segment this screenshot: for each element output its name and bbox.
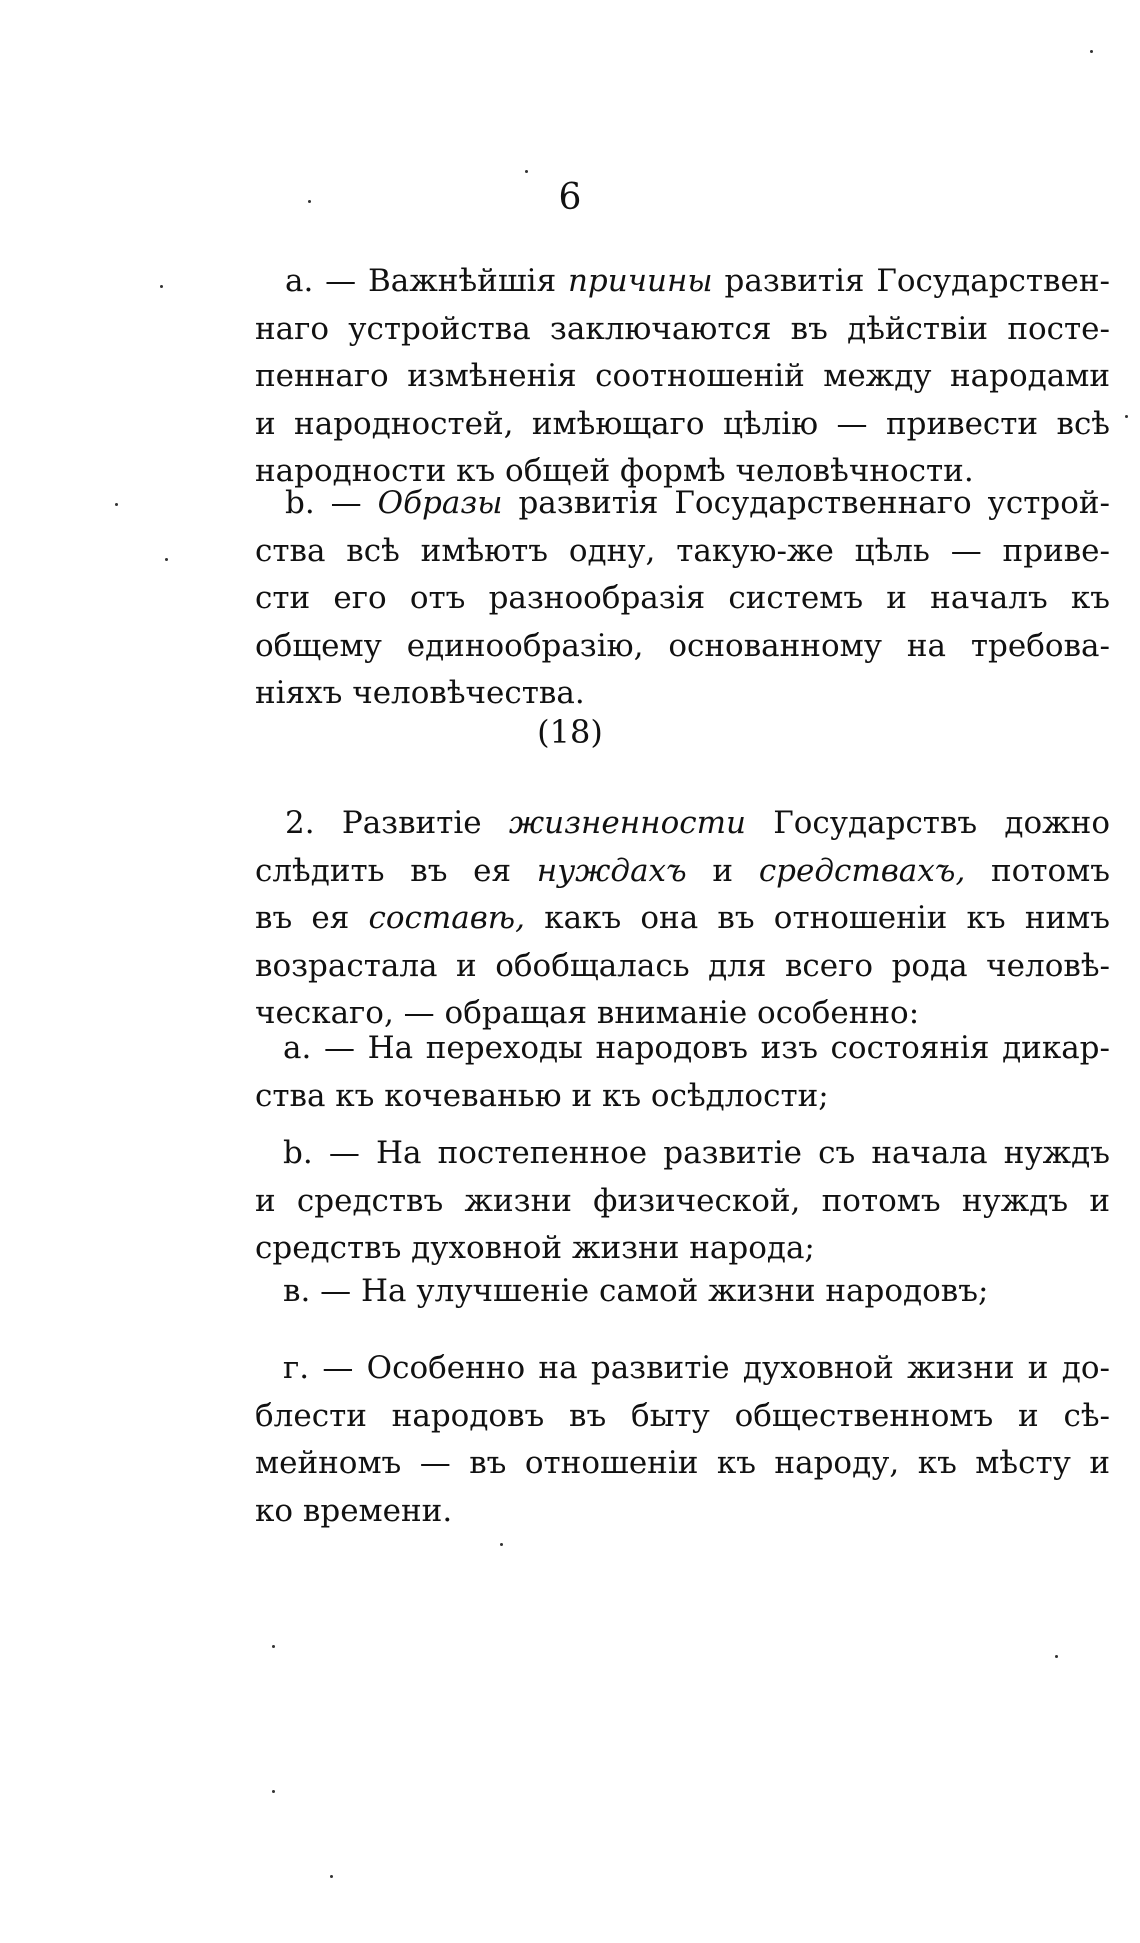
text-line: ко времени.	[255, 1492, 453, 1529]
scan-speck	[308, 200, 311, 203]
text-line: b. — На постепенное развитіе съ начала нуждъ	[283, 1135, 1110, 1171]
paragraph-b2	[255, 1130, 1110, 1273]
text-line: ніяхъ человѣчества.	[255, 675, 585, 711]
text-line: сти его отъ разнообразія системъ и началъ къ	[255, 580, 1110, 616]
text-line: и средствъ жизни физической, потомъ нуждъ и	[255, 1182, 1110, 1219]
scan-speck	[525, 170, 528, 173]
text-line: г. — Особенно на развитіе духовной жизни и до-	[283, 1350, 1110, 1386]
paragraph-v2	[255, 1268, 1110, 1316]
text-line: 2. Развитіе жизненности Государствъ дожно	[285, 805, 1110, 841]
text-line: въ ея составѣ, какъ она въ отношеніи къ нимъ	[255, 900, 1110, 936]
scan-speck	[272, 1645, 275, 1648]
scan-speck	[1125, 415, 1128, 418]
text-line: ства къ кочеванью и къ осѣдлости;	[255, 1077, 829, 1114]
paragraph-a1	[255, 258, 1110, 496]
text-line: а. — На переходы народовъ изъ состоянія дикар-	[283, 1030, 1110, 1066]
paragraph-b1	[255, 480, 1110, 718]
text-line: b. — Образы развитія Государственнаго устрой-	[285, 485, 1111, 521]
scan-speck	[160, 285, 163, 288]
scan-speck	[1090, 50, 1093, 53]
text-line: блести народовъ въ быту общественномъ и сѣ-	[255, 1397, 1110, 1434]
text-line: в. — На улучшеніе самой жизни народовъ;	[283, 1273, 989, 1309]
text-line: средствъ духовной жизни народа;	[255, 1230, 815, 1266]
text-line: и народностей, имѣющаго цѣлію — привести всѣ	[255, 405, 1110, 442]
scan-speck	[1055, 1655, 1058, 1658]
text-line: слѣдить въ ея нуждахъ и средствахъ, потомъ	[255, 852, 1110, 889]
text-line: общему единообразію, основанному на требова-	[255, 627, 1110, 664]
text-line: наго устройства заключаются въ дѣйствіи посте-	[255, 310, 1110, 347]
scan-speck	[500, 1543, 503, 1546]
text-line: пеннаго измѣненія соотношеній между народами	[255, 358, 1110, 394]
paragraph-g2	[255, 1345, 1110, 1535]
scan-speck	[330, 1875, 333, 1878]
text-line: ства всѣ имѣютъ одну, такую-же цѣль — приве-	[255, 532, 1110, 569]
paragraph-a2	[255, 1025, 1110, 1120]
text-line: ческаго, — обращая вниманіе особенно:	[255, 995, 920, 1031]
text-line: мейномъ — въ отношеніи къ народу, къ мѣсту и	[255, 1445, 1110, 1481]
scan-speck	[272, 1790, 275, 1793]
text-line: а. — Важнѣйшія причины развитія Государствен-	[285, 263, 1110, 299]
scan-speck	[165, 558, 168, 561]
paragraph-2	[255, 800, 1110, 1038]
page-number: 6	[558, 177, 582, 218]
scan-speck	[115, 503, 118, 506]
text-line: народности къ общей формѣ человѣчности.	[255, 453, 974, 489]
text-line: возрастала и обобщалась для всего рода человѣ-	[255, 947, 1110, 984]
section-number: (18)	[537, 713, 603, 751]
